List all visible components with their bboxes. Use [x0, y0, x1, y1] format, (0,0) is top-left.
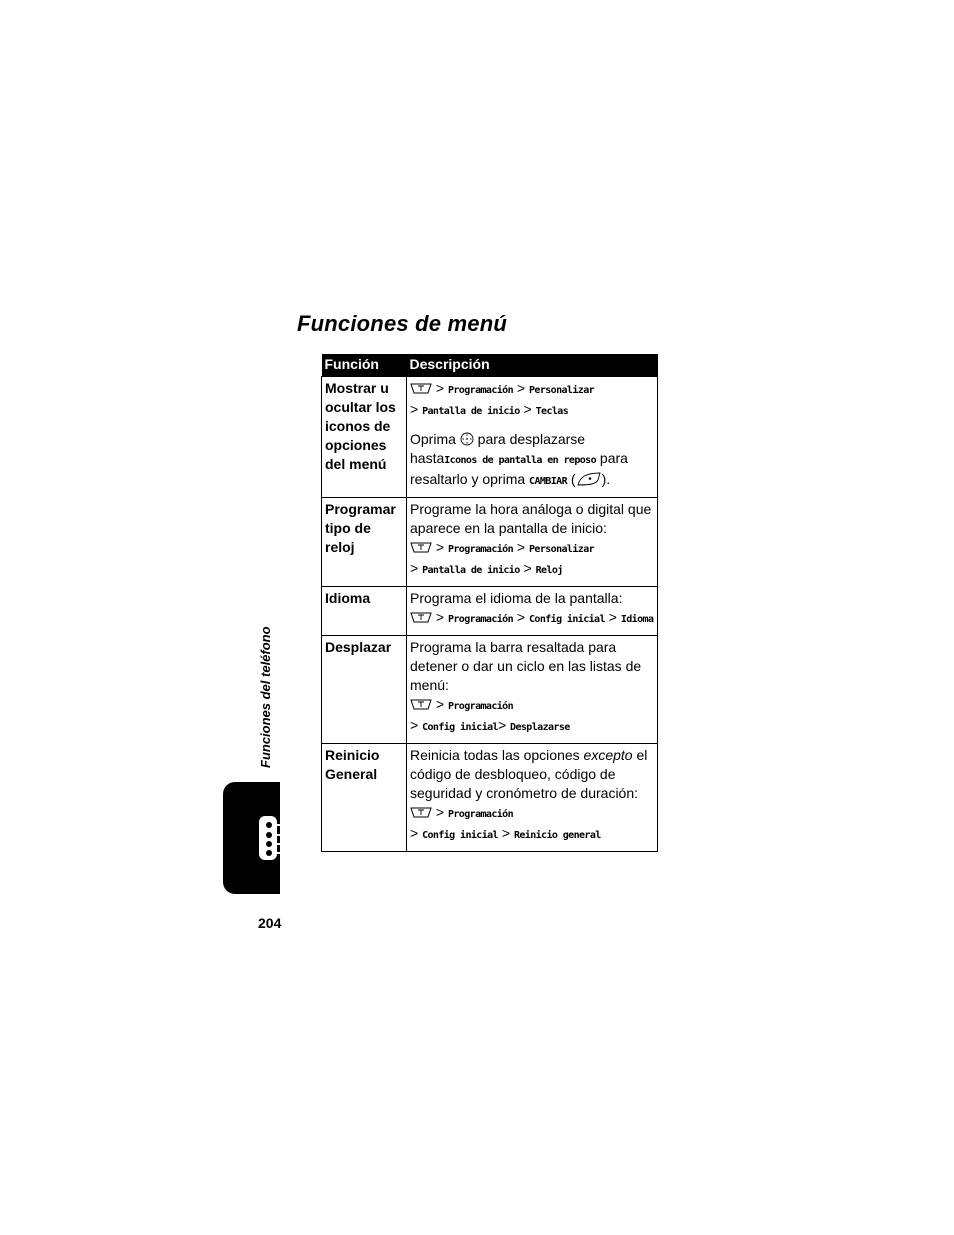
description-cell: Programe la hora análoga o digital que aparece en la pantalla de inicio: > Programación > Personalizar > Pantalla de inicio > Reloj: [407, 498, 658, 587]
soft-key-icon: [576, 472, 602, 486]
menu-path: > Pantalla de inicio > Teclas: [410, 401, 569, 417]
menu-key-icon: [410, 612, 432, 623]
function-cell: Mostrar u ocultar los iconos de opciones del menú: [322, 377, 407, 498]
menu-path: > Programación: [410, 803, 654, 824]
table-row: [322, 498, 658, 587]
menu-key-icon: [410, 807, 432, 818]
table-row: [322, 636, 658, 744]
menu-path: > Programación > Personalizar: [410, 538, 654, 559]
description-cell: Programa la barra resaltada para detener o dar un ciclo en las listas de menú: > Programación > Config inicial> Desplazarse: [407, 636, 658, 744]
menu-path: > Config inicial > Reinicio general: [410, 825, 601, 841]
function-cell: Desplazar: [322, 636, 407, 744]
menu-functions-table: [321, 354, 658, 852]
table-row: [322, 587, 658, 636]
menu-path: > Programación: [410, 695, 654, 716]
menu-key-icon: [410, 542, 432, 553]
description-cell: [407, 377, 658, 498]
menu-path: > Programación > Personalizar: [410, 379, 654, 400]
description-cell: Programa el idioma de la pantalla: > Programación > Config inicial > Idioma: [407, 587, 658, 636]
table-row: [322, 744, 658, 852]
menu-path: > Config inicial> Desplazarse: [410, 717, 570, 733]
table-row: [322, 377, 658, 498]
menu-key-icon: [410, 699, 432, 710]
table-header-row: [322, 354, 658, 377]
header-description: Descripción: [407, 354, 658, 377]
instruction-text: Oprima para desplazarse hastaIconos de pantalla en reposo para resaltarlo y oprima CAMBIAR ( ).: [410, 431, 628, 487]
function-cell: Idioma: [322, 587, 407, 636]
description-cell: Reinicia todas las opciones excepto el código de desbloqueo, código de seguridad y cronómetro de duración: > Programación > Config inicial > Reinicio general: [407, 744, 658, 852]
menu-path: > Programación > Config inicial > Idioma: [410, 608, 654, 629]
page-title: Funciones de menú: [297, 311, 507, 336]
header-function: Función: [322, 354, 407, 377]
phone-features-icon: [258, 815, 302, 861]
page-number: 204: [258, 915, 282, 931]
function-cell: Reinicio General: [322, 744, 407, 852]
menu-path: > Pantalla de inicio > Reloj: [410, 560, 563, 576]
menu-key-icon: [410, 383, 432, 394]
function-cell: Programar tipo de reloj: [322, 498, 407, 587]
section-side-label: Funciones del teléfono: [258, 626, 273, 768]
nav-key-icon: [460, 432, 474, 446]
